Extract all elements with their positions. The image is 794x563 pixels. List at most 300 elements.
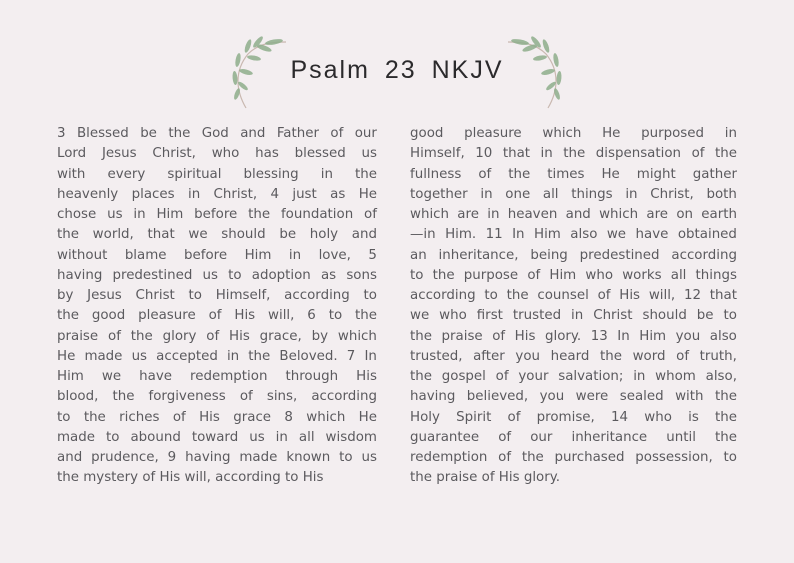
word: of xyxy=(330,126,344,141)
word: His xyxy=(356,369,377,384)
word: counsel xyxy=(537,288,589,303)
word: that xyxy=(709,288,737,303)
word: trusted, xyxy=(410,348,463,364)
text-line xyxy=(57,428,377,448)
text-line xyxy=(410,225,737,245)
word: made xyxy=(57,429,95,445)
word: of xyxy=(208,308,222,324)
word: of xyxy=(527,267,541,283)
word: were xyxy=(575,389,609,405)
word: without xyxy=(57,247,108,263)
word: the xyxy=(83,409,106,425)
text-line xyxy=(410,246,737,266)
word: Jesus xyxy=(101,146,137,162)
word: the xyxy=(248,207,271,222)
word: our xyxy=(530,429,553,445)
word: Him xyxy=(57,369,84,384)
word: Father xyxy=(276,126,319,141)
word: as xyxy=(330,186,346,202)
word: things xyxy=(695,267,737,283)
word: His xyxy=(199,409,220,425)
text-line xyxy=(410,448,737,468)
word: of xyxy=(492,328,506,344)
word: He xyxy=(602,126,621,141)
word: toward xyxy=(191,429,239,445)
word: wisdom xyxy=(325,429,377,445)
word: which xyxy=(306,409,346,425)
right-text-column xyxy=(410,124,737,489)
word: Him xyxy=(244,247,272,263)
word: —in xyxy=(410,227,436,243)
word: in xyxy=(625,186,638,202)
word: in xyxy=(187,186,201,202)
word: inheritance xyxy=(571,429,648,445)
text-line xyxy=(57,165,377,185)
word: also xyxy=(709,328,737,344)
word: of xyxy=(676,348,690,364)
text-line xyxy=(410,306,737,326)
page-title xyxy=(0,56,794,85)
word: just xyxy=(292,186,317,202)
word: an xyxy=(410,247,427,263)
word: having xyxy=(57,267,103,283)
text-line xyxy=(410,367,737,387)
word: to xyxy=(723,450,737,465)
text-line xyxy=(57,347,377,367)
word: 7 xyxy=(346,348,356,364)
word: to xyxy=(363,288,377,303)
word: promise, xyxy=(536,409,595,425)
word: also, xyxy=(705,369,737,384)
word: being xyxy=(530,247,568,263)
word: trusted xyxy=(512,308,562,324)
word: sealed xyxy=(619,389,664,405)
text-line xyxy=(57,205,377,225)
word: blame xyxy=(124,247,167,263)
word: the xyxy=(410,328,432,344)
left-text-column xyxy=(57,124,377,489)
word: the xyxy=(715,146,737,162)
word: of xyxy=(478,166,492,182)
word: God xyxy=(201,126,229,141)
word: good xyxy=(91,308,126,324)
word: Him xyxy=(534,227,561,243)
word: purposed xyxy=(641,126,705,141)
text-line xyxy=(57,124,377,144)
page-title-text: Psalm 23 NKJV xyxy=(290,56,504,84)
word: who xyxy=(644,409,672,425)
text-line: the mystery of His will, according to His xyxy=(57,470,324,486)
text-line xyxy=(410,165,737,185)
word: on xyxy=(676,207,694,222)
word: of xyxy=(364,207,377,222)
word: riches xyxy=(119,409,160,425)
word: prudence, xyxy=(91,450,159,465)
word: to xyxy=(723,308,737,324)
word: which xyxy=(599,207,639,222)
word: the xyxy=(410,369,432,384)
word: blessing xyxy=(243,166,299,182)
word: inheritance, xyxy=(438,247,519,263)
word: should xyxy=(221,227,266,243)
word: world, xyxy=(92,227,134,243)
text-line xyxy=(410,387,737,407)
word: all xyxy=(298,429,315,445)
text-line xyxy=(410,205,737,225)
text-line xyxy=(410,408,737,428)
word: In xyxy=(617,328,630,344)
word: pleasure xyxy=(138,308,196,324)
word: word xyxy=(632,348,666,364)
word: Blessed xyxy=(76,126,129,141)
word: the xyxy=(599,348,622,364)
word: times xyxy=(547,166,585,182)
text-line xyxy=(57,408,377,428)
word: the xyxy=(432,267,455,283)
word: to xyxy=(57,409,71,425)
word: in xyxy=(226,348,240,364)
word: heavenly xyxy=(57,186,119,202)
word: Christ, xyxy=(650,186,694,202)
word: grace xyxy=(233,409,272,425)
word: praise xyxy=(441,328,483,344)
word: Him xyxy=(549,267,577,283)
text-line xyxy=(410,144,737,164)
word: possession, xyxy=(635,450,713,465)
word: whom xyxy=(655,369,696,384)
word: forgiveness xyxy=(148,389,226,405)
word: of xyxy=(108,328,121,344)
word: believed, xyxy=(466,389,529,405)
word: spiritual xyxy=(167,166,222,182)
word: our xyxy=(354,126,377,141)
text-line xyxy=(410,124,737,144)
word: adoption xyxy=(251,267,311,283)
word: Him. xyxy=(445,227,477,243)
word: obtained xyxy=(677,227,737,243)
text-line xyxy=(57,448,377,468)
word: that xyxy=(147,227,175,243)
word: He xyxy=(57,348,76,364)
text-line xyxy=(57,185,377,205)
word: glory xyxy=(162,328,197,344)
word: us xyxy=(202,267,218,283)
word: you xyxy=(675,328,701,344)
word: the xyxy=(521,450,544,465)
word: to xyxy=(410,267,424,283)
text-line xyxy=(57,144,377,164)
text-line xyxy=(57,387,377,407)
word: according xyxy=(311,389,377,405)
word: 11 xyxy=(485,227,503,243)
word: In xyxy=(364,348,377,364)
word: we xyxy=(101,369,122,384)
word: who xyxy=(211,146,240,162)
word: to xyxy=(188,288,202,303)
word: in xyxy=(320,166,333,182)
word: works xyxy=(622,267,662,283)
word: predestined xyxy=(112,267,193,283)
word: sins, xyxy=(266,389,298,405)
word: until xyxy=(666,429,696,445)
word: to xyxy=(106,429,120,445)
word: who xyxy=(585,267,614,283)
word: blood, xyxy=(57,389,99,405)
word: earth xyxy=(701,207,737,222)
word: us xyxy=(361,450,377,465)
word: of xyxy=(206,328,220,344)
word: as xyxy=(320,267,337,283)
text-line xyxy=(410,327,737,347)
word: praise xyxy=(57,328,99,344)
word: 14 xyxy=(611,409,629,425)
text-line xyxy=(57,266,377,286)
text-line xyxy=(57,367,377,387)
word: Christ xyxy=(135,288,175,303)
word: He xyxy=(601,166,620,182)
word: we xyxy=(410,308,430,324)
word: also xyxy=(570,227,598,243)
word: with xyxy=(57,166,86,182)
word: Christ xyxy=(593,308,633,324)
word: with xyxy=(675,389,704,405)
word: of xyxy=(495,369,509,384)
word: His xyxy=(234,308,256,324)
word: us xyxy=(131,348,148,364)
word: the xyxy=(508,166,531,182)
word: first xyxy=(476,308,503,324)
word: have xyxy=(139,369,172,384)
word: predestined xyxy=(579,247,660,263)
word: and xyxy=(351,227,377,243)
text-line xyxy=(57,246,377,266)
word: by xyxy=(311,328,329,344)
word: that xyxy=(502,146,531,162)
word: gospel xyxy=(441,369,486,384)
text-line xyxy=(410,286,737,306)
word: are xyxy=(457,207,479,222)
word: the xyxy=(563,146,586,162)
word: have xyxy=(635,227,669,243)
word: your xyxy=(518,369,549,384)
word: purpose xyxy=(463,267,519,283)
word: blessed xyxy=(294,146,346,162)
word: in xyxy=(633,369,646,384)
word: all xyxy=(542,186,559,202)
word: and xyxy=(57,450,83,465)
word: of xyxy=(172,409,186,425)
word: the xyxy=(130,328,153,344)
word: in xyxy=(724,126,737,141)
word: chose xyxy=(57,207,97,222)
word: places xyxy=(131,186,175,202)
word: having xyxy=(410,389,456,405)
word: having xyxy=(185,450,231,465)
word: by xyxy=(57,288,74,303)
word: the xyxy=(248,348,271,364)
word: glory. xyxy=(544,328,582,344)
word: before xyxy=(194,207,238,222)
word: of xyxy=(507,409,521,425)
word: holy xyxy=(309,227,339,243)
word: us xyxy=(361,146,377,162)
word: known xyxy=(286,450,331,465)
word: made xyxy=(239,450,278,465)
text-line xyxy=(57,306,377,326)
word: in xyxy=(275,429,288,445)
word: the xyxy=(355,166,377,182)
word: the xyxy=(715,429,737,445)
word: which xyxy=(410,207,450,222)
word: to xyxy=(339,450,353,465)
word: His xyxy=(229,328,250,344)
word: in xyxy=(480,186,493,202)
word: of xyxy=(597,288,611,303)
word: heard xyxy=(550,348,590,364)
text-line xyxy=(57,286,377,306)
word: Lord xyxy=(57,146,87,162)
word: accepted xyxy=(156,348,218,364)
word: we xyxy=(606,227,627,243)
word: to xyxy=(484,288,498,303)
word: the xyxy=(714,389,737,405)
text-line xyxy=(57,327,377,347)
word: of xyxy=(498,450,512,465)
word: in xyxy=(288,247,302,263)
text-line xyxy=(57,225,377,245)
word: be xyxy=(279,227,297,243)
text-line xyxy=(410,266,737,286)
word: we xyxy=(188,227,208,243)
word: after xyxy=(473,348,505,364)
word: heaven xyxy=(507,207,558,222)
word: the xyxy=(715,409,737,425)
word: the xyxy=(57,227,79,243)
word: in xyxy=(571,308,584,324)
word: us xyxy=(249,429,265,445)
word: fullness xyxy=(410,166,462,182)
word: of xyxy=(691,146,705,162)
word: are xyxy=(646,207,669,222)
word: 9 xyxy=(167,450,177,465)
word: Spirit xyxy=(456,409,492,425)
word: both xyxy=(706,186,737,202)
word: together xyxy=(410,186,468,202)
word: according xyxy=(410,288,476,303)
word: 8 xyxy=(284,409,293,425)
word: Beloved. xyxy=(279,348,338,364)
word: and xyxy=(565,207,591,222)
word: the xyxy=(506,288,529,303)
word: in xyxy=(133,207,146,222)
word: redemption xyxy=(190,369,268,384)
text-line xyxy=(410,185,737,205)
word: you xyxy=(515,348,541,364)
word: He xyxy=(358,186,377,202)
word: guarantee xyxy=(410,429,480,445)
word: 13 xyxy=(590,328,608,344)
text-line: the praise of His glory. xyxy=(410,470,561,486)
word: purchased xyxy=(554,450,625,465)
word: 5 xyxy=(368,247,377,263)
word: salvation; xyxy=(558,369,624,384)
word: the xyxy=(57,308,79,324)
word: be xyxy=(696,308,714,324)
word: and xyxy=(240,126,266,141)
word: before xyxy=(184,247,228,263)
word: is xyxy=(688,409,699,425)
word: Himself, xyxy=(410,146,465,162)
word: according xyxy=(671,247,737,263)
word: according xyxy=(284,288,350,303)
word: In xyxy=(512,227,525,243)
word: grace, xyxy=(259,328,302,344)
word: you xyxy=(539,389,565,405)
word: should xyxy=(642,308,687,324)
word: Christ, xyxy=(152,146,196,162)
word: be xyxy=(140,126,157,141)
word: which xyxy=(337,328,377,344)
word: the xyxy=(355,308,377,324)
word: His xyxy=(514,328,536,344)
word: gather xyxy=(692,166,737,182)
word: through xyxy=(285,369,339,384)
word: might xyxy=(636,166,676,182)
word: who xyxy=(439,308,467,324)
word: sons xyxy=(346,267,377,283)
word: He xyxy=(358,409,377,425)
word: Holy xyxy=(410,409,440,425)
word: will, xyxy=(268,308,295,324)
word: things xyxy=(571,186,613,202)
word: 12 xyxy=(683,288,701,303)
word: 4 xyxy=(270,186,279,202)
word: Himself, xyxy=(215,288,271,303)
word: to xyxy=(228,267,242,283)
word: all xyxy=(670,267,687,283)
word: 6 xyxy=(307,308,316,324)
word: love, xyxy=(318,247,351,263)
word: truth, xyxy=(699,348,737,364)
word: abound xyxy=(130,429,181,445)
word: in xyxy=(487,207,500,222)
word: made xyxy=(84,348,123,364)
text-line xyxy=(410,347,737,367)
word: His xyxy=(619,288,641,303)
word: foundation xyxy=(280,207,354,222)
word: of xyxy=(239,389,253,405)
word: every xyxy=(107,166,146,182)
word: the xyxy=(168,126,191,141)
word: which xyxy=(542,126,582,141)
word: in xyxy=(540,146,553,162)
text-line xyxy=(410,428,737,448)
word: 10 xyxy=(475,146,493,162)
word: one xyxy=(505,186,531,202)
word: Christ, xyxy=(213,186,258,202)
word: will, xyxy=(648,288,676,303)
word: Him xyxy=(639,328,667,344)
word: good xyxy=(410,126,444,141)
word: of xyxy=(498,429,512,445)
word: has xyxy=(255,146,279,162)
word: Him xyxy=(156,207,184,222)
word: the xyxy=(112,389,135,405)
word: Jesus xyxy=(87,288,122,303)
word: redemption xyxy=(410,450,488,465)
word: dispensation xyxy=(595,146,682,162)
word: to xyxy=(328,308,343,324)
